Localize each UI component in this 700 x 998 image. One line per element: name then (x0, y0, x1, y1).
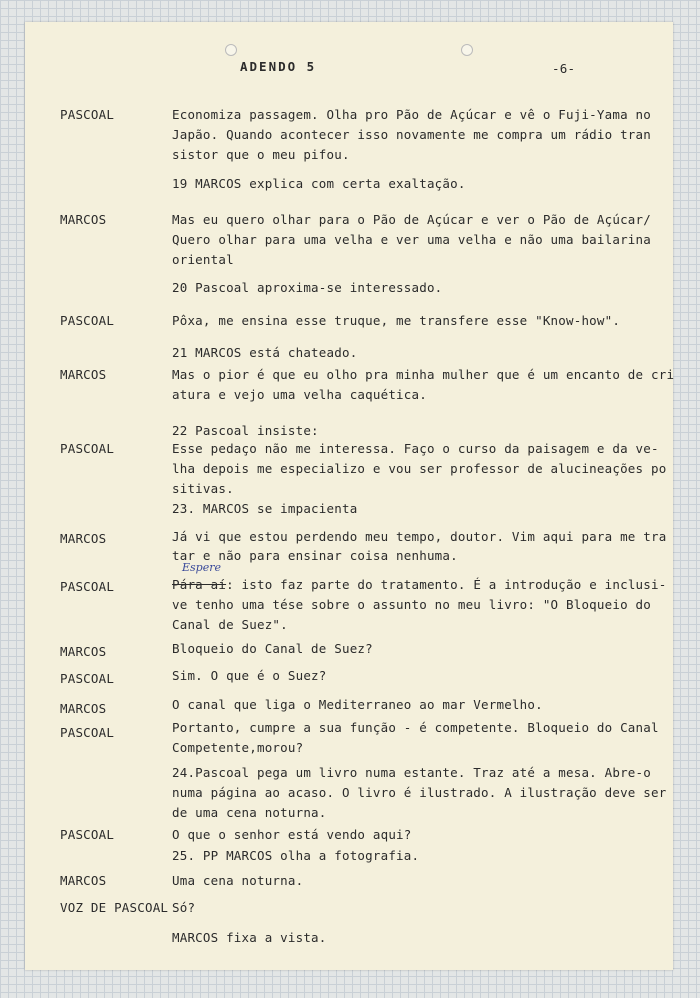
speaker-label: PASCOAL (60, 827, 115, 842)
stage-direction: 19 MARCOS explica com certa exaltação. (172, 176, 466, 191)
dialogue-line: Mas o pior é que eu olho pra minha mulher que é um encanto de cri (172, 367, 675, 382)
dialogue-line: Quero olhar para uma velha e ver uma velha e não uma bailarina (172, 232, 651, 247)
stage-direction: 22 Pascoal insiste: (172, 423, 319, 438)
stage-direction: 24.Pascoal pega um livro numa estante. Traz até a mesa. Abre-o (172, 765, 651, 780)
dialogue-line: Bloqueio do Canal de Suez? (172, 641, 373, 656)
stage-direction: 23. MARCOS se impacienta (172, 501, 358, 516)
dialogue-line: ve tenho uma tése sobre o assunto no meu livro: "O Bloqueio do (172, 597, 651, 612)
document-title: ADENDO 5 (240, 59, 317, 74)
dialogue-line: O canal que liga o Mediterraneo ao mar Vermelho. (172, 697, 543, 712)
speaker-label: PASCOAL (60, 107, 115, 122)
dialogue-line: oriental (172, 252, 234, 267)
speaker-label: MARCOS (60, 701, 107, 716)
speaker-label: MARCOS (60, 873, 107, 888)
dialogue-line: O que o senhor está vendo aqui? (172, 827, 412, 842)
handwritten-note: Espere (182, 561, 221, 574)
dialogue-text: : isto faz parte do tratamento. É a introdução e inclusi- (226, 577, 667, 592)
speaker-label: PASCOAL (60, 441, 115, 456)
dialogue-line: sitivas. (172, 481, 234, 496)
dialogue-line: Portanto, cumpre a sua função - é competente. Bloqueio do Canal (172, 720, 659, 735)
stage-direction: de uma cena noturna. (172, 805, 327, 820)
stage-direction: MARCOS fixa a vista. (172, 930, 327, 945)
dialogue-line: Japão. Quando acontecer isso novamente me compra um rádio tran (172, 127, 651, 142)
stage-direction: 21 MARCOS está chateado. (172, 345, 358, 360)
struck-text: Pára aí (172, 577, 227, 592)
speaker-label: MARCOS (60, 212, 107, 227)
dialogue-line: Esse pedaço não me interessa. Faço o curso da paisagem e da ve- (172, 441, 659, 456)
dialogue-line: tar e não para ensinar coisa nenhuma. (172, 548, 458, 563)
stage-direction: numa página ao acaso. O livro é ilustrado. A ilustração deve ser (172, 785, 667, 800)
dialogue-line (172, 574, 666, 596)
speaker-label: MARCOS (60, 644, 107, 659)
dialogue-line: Pôxa, me ensina esse truque, me transfere esse "Know-how". (172, 313, 621, 328)
speaker-label: PASCOAL (60, 579, 115, 594)
dialogue-line: lha depois me especializo e vou ser professor de alucineações po (172, 461, 667, 476)
speaker-label: PASCOAL (60, 313, 115, 328)
speaker-label: MARCOS (60, 531, 107, 546)
dialogue-line: Já vi que estou perdendo meu tempo, doutor. Vim aqui para me tra (172, 529, 667, 544)
dialogue-line: Sim. O que é o Suez? (172, 668, 327, 683)
page-number: -6- (552, 61, 576, 76)
stage-direction: 25. PP MARCOS olha a fotografia. (172, 848, 420, 863)
dialogue-line: Só? (172, 900, 196, 915)
dialogue-line: atura e vejo uma velha caquética. (172, 387, 427, 402)
dialogue-line: Canal de Suez". (172, 617, 288, 632)
dialogue-line: Mas eu quero olhar para o Pão de Açúcar e ver o Pão de Açúcar/ (172, 212, 651, 227)
speaker-label: MARCOS (60, 367, 107, 382)
speaker-label: VOZ DE PASCOAL (60, 900, 169, 915)
dialogue-line: Competente,morou? (172, 740, 304, 755)
punch-hole (461, 44, 473, 56)
speaker-label: PASCOAL (60, 671, 115, 686)
dialogue-line: sistor que o meu pifou. (172, 147, 350, 162)
speaker-label: PASCOAL (60, 725, 115, 740)
punch-hole (225, 44, 237, 56)
dialogue-line: Uma cena noturna. (172, 873, 304, 888)
stage-direction: 20 Pascoal aproxima-se interessado. (172, 280, 443, 295)
dialogue-line: Economiza passagem. Olha pro Pão de Açúcar e vê o Fuji-Yama no (172, 107, 651, 122)
